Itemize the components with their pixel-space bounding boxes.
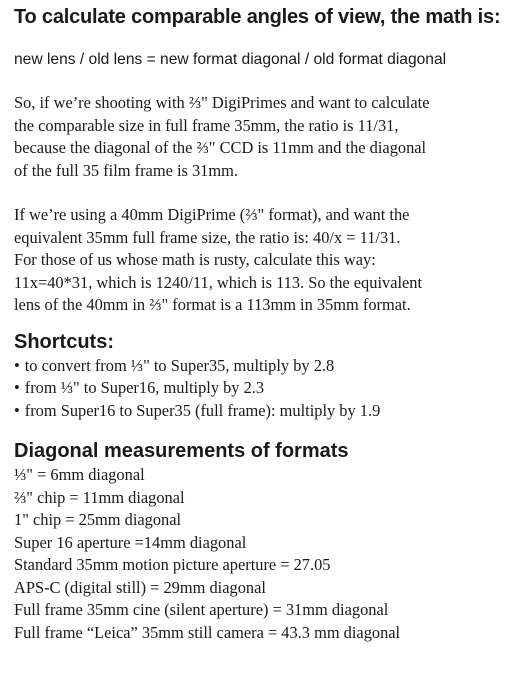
list-item: Full frame “Leica” 35mm still camera = 43.3 mm diagonal (14, 622, 401, 642)
paragraph-line: lens of the 40mm in ⅔" format is a 113mm in 35mm format. (14, 295, 411, 314)
paragraph-line: If we’re using a 40mm DigiPrime (⅔" format), and want the (14, 205, 410, 224)
main-heading: To calculate comparable angles of view, the math is: (14, 6, 501, 28)
paragraph-digiprimes (14, 92, 504, 182)
paragraph-line: For those of us whose math is rusty, calculate this way: (14, 250, 376, 269)
list-item: 1" chip = 25mm diagonal (14, 510, 182, 529)
list-item: Full frame 35mm cine (silent aperture) = 31mm diagonal (14, 600, 389, 619)
list-item: ⅓" = 6mm diagonal (14, 465, 145, 484)
list-item-text: from ⅓" to Super16, multiply by 2.3 (24, 378, 265, 397)
list-item (14, 400, 504, 423)
shortcuts-list (14, 355, 504, 423)
paragraph-line: the comparable size in full frame 35mm, the ratio is 11/31, (14, 115, 399, 135)
list-item-text: to convert from ⅓" to Super35, multiply by 2.8 (24, 355, 335, 375)
bullet-icon: • (14, 378, 20, 397)
diagonals-list (14, 464, 504, 644)
formula-line: new lens / old lens = new format diagonal / old format diagonal (14, 51, 447, 68)
list-item: Super 16 aperture =14mm diagonal (14, 532, 247, 552)
list-item (14, 355, 504, 378)
bullet-icon: • (14, 355, 20, 375)
list-item: Standard 35mm motion picture aperture = 27.05 (14, 555, 331, 574)
paragraph-line: of the full 35 film frame is 31mm. (14, 160, 238, 180)
list-item: APS-C (digital still) = 29mm diagonal (14, 577, 266, 597)
paragraph-40mm-example (14, 204, 504, 317)
paragraph-line: equivalent 35mm full frame size, the ratio is: 40/x = 11/31. (14, 227, 401, 247)
paragraph-line: because the diagonal of the ⅔" CCD is 11mm and the diagonal (14, 138, 427, 157)
diagonals-heading: Diagonal measurements of formats (14, 440, 349, 462)
paragraph-line: 11x=40*31, which is 1240/11, which is 113. So the equivalent (14, 272, 423, 292)
list-item (14, 377, 504, 400)
list-item-text: from Super16 to Super35 (full frame): multiply by 1.9 (24, 400, 381, 420)
paragraph-line: So, if we’re shooting with ⅔" DigiPrimes and want to calculate (14, 93, 430, 112)
shortcuts-heading: Shortcuts: (14, 330, 114, 353)
list-item: ⅔" chip = 11mm diagonal (14, 487, 185, 507)
bullet-icon: • (14, 400, 20, 420)
